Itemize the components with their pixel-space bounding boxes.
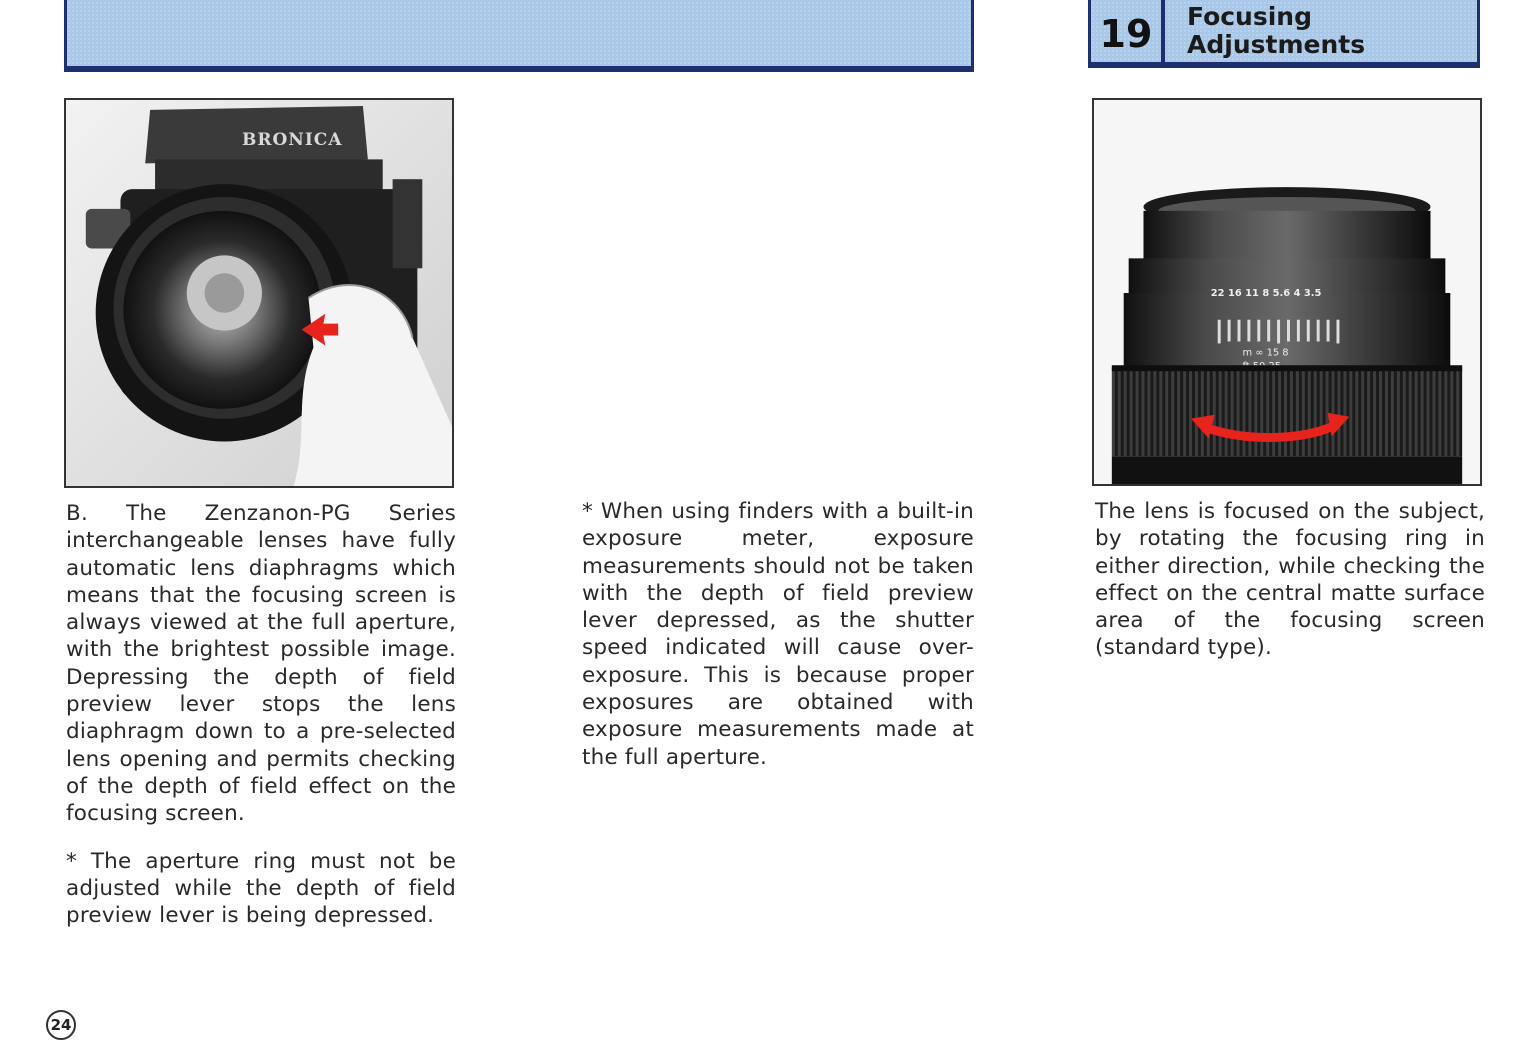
camera-photo [64,98,454,488]
left-paragraph: B. The Zenzanon-PG Series interchangeable lenses have fully automatic lens diaphragms which means that the focusing screen is always viewed at the full aperture, with the brightest possible image. Depressing the depth of field preview lever stops the lens diaphragm down to a pre-selected lens opening and permits checking of the depth of field effect on the focusing screen. [66,501,456,827]
page-number: 24 [46,1010,76,1040]
section-title-line1: Focusing [1187,2,1312,31]
lens-illustration [1094,100,1480,484]
svg-text:m ∞ 15 8: m ∞ 15 8 [1242,347,1289,359]
section-title-line2: Adjustments [1187,30,1366,59]
camera-brand-label: BRONICA [242,130,343,150]
right-text-column [1095,498,1485,662]
left-text-column [66,500,456,929]
camera-illustration [66,100,452,486]
svg-text:22 16 11 8 5.6 4 3.5: 22 16 11 8 5.6 4 3.5 [1210,287,1322,299]
middle-note: * When using finders with a built-in exposure meter, exposure measurements should not be taken with the depth of field preview lever depressed, as the shutter speed indicated will cause over-exposure. This is because proper exposures are obtained with exposure measurements made at the full aperture. [582,499,974,770]
lens-photo [1092,98,1482,486]
section-header [1088,0,1480,68]
header-banner-left [64,0,974,72]
middle-text-column [582,498,974,771]
left-note: * The aperture ring must not be adjusted while the depth of field preview lever is being depressed. [66,848,456,929]
section-title [1187,3,1365,59]
right-paragraph: The lens is focused on the subject, by rotating the focusing ring in either direction, while checking the effect on the central matte surface area of the focusing screen (standard type). [1095,499,1485,661]
section-number: 19 [1091,0,1165,62]
